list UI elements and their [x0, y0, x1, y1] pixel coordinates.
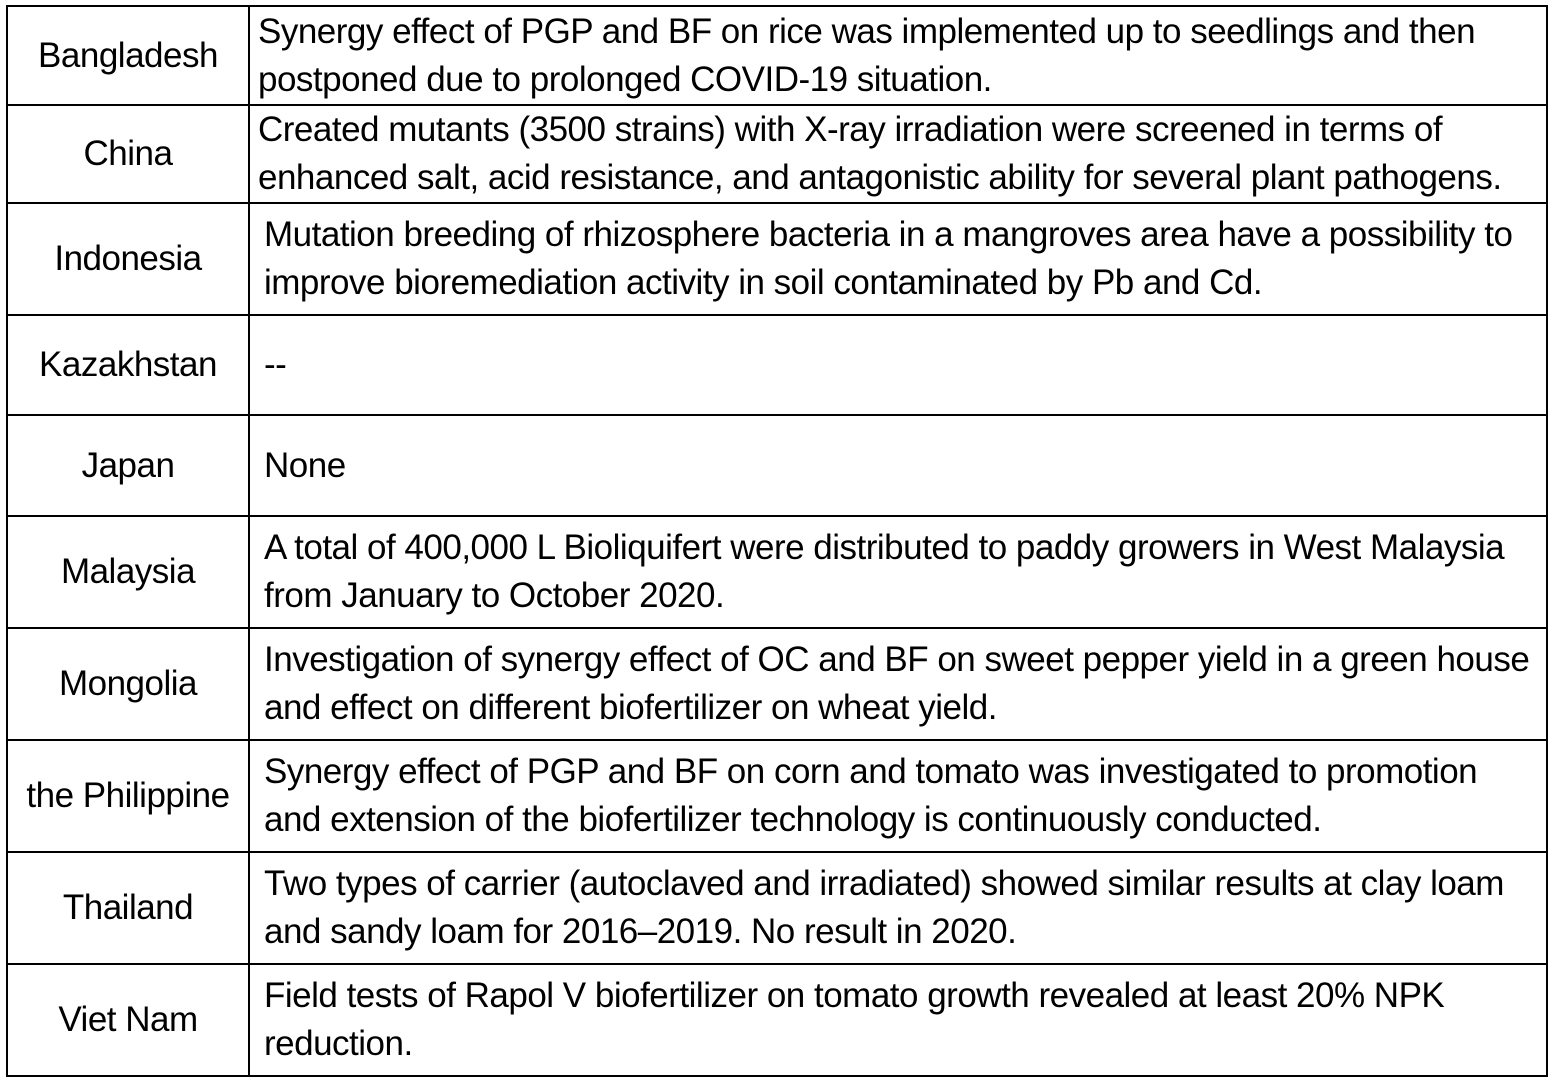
country-cell: China [7, 105, 249, 203]
country-cell: Thailand [7, 852, 249, 964]
description-cell: -- [249, 315, 1547, 415]
description-cell: Field tests of Rapol V biofertilizer on tomato growth revealed at least 20% NPK reduction. [249, 964, 1547, 1076]
table-row [7, 203, 1547, 315]
description-cell: None [249, 415, 1547, 516]
description-cell: Two types of carrier (autoclaved and irradiated) showed similar results at clay loam and sandy loam for 2016–2019. No result in 2020. [249, 852, 1547, 964]
description-cell: Created mutants (3500 strains) with X-ray irradiation were screened in terms of enhanced salt, acid resistance, and antagonistic ability for several plant pathogens. [249, 105, 1547, 203]
country-results-table [6, 5, 1548, 1077]
country-cell: Viet Nam [7, 964, 249, 1076]
table-row [7, 516, 1547, 628]
table-row [7, 415, 1547, 516]
country-cell: Kazakhstan [7, 315, 249, 415]
country-cell: Malaysia [7, 516, 249, 628]
table-row [7, 740, 1547, 852]
description-cell: Synergy effect of PGP and BF on corn and tomato was investigated to promotion and extension of the biofertilizer technology is continuously conducted. [249, 740, 1547, 852]
description-cell: Investigation of synergy effect of OC and BF on sweet pepper yield in a green house and effect on different biofertilizer on wheat yield. [249, 628, 1547, 740]
description-cell: Mutation breeding of rhizosphere bacteria in a mangroves area have a possibility to improve bioremediation activity in soil contaminated by Pb and Cd. [249, 203, 1547, 315]
country-cell: the Philippine [7, 740, 249, 852]
table-row [7, 964, 1547, 1076]
table-row [7, 852, 1547, 964]
table-row [7, 628, 1547, 740]
table-row [7, 105, 1547, 203]
country-cell: Bangladesh [7, 6, 249, 105]
country-cell: Mongolia [7, 628, 249, 740]
table-row [7, 6, 1547, 105]
description-cell: A total of 400,000 L Bioliquifert were distributed to paddy growers in West Malaysia from January to October 2020. [249, 516, 1547, 628]
table-row [7, 315, 1547, 415]
country-cell: Indonesia [7, 203, 249, 315]
country-cell: Japan [7, 415, 249, 516]
description-cell: Synergy effect of PGP and BF on rice was implemented up to seedlings and then postponed due to prolonged COVID-19 situation. [249, 6, 1547, 105]
